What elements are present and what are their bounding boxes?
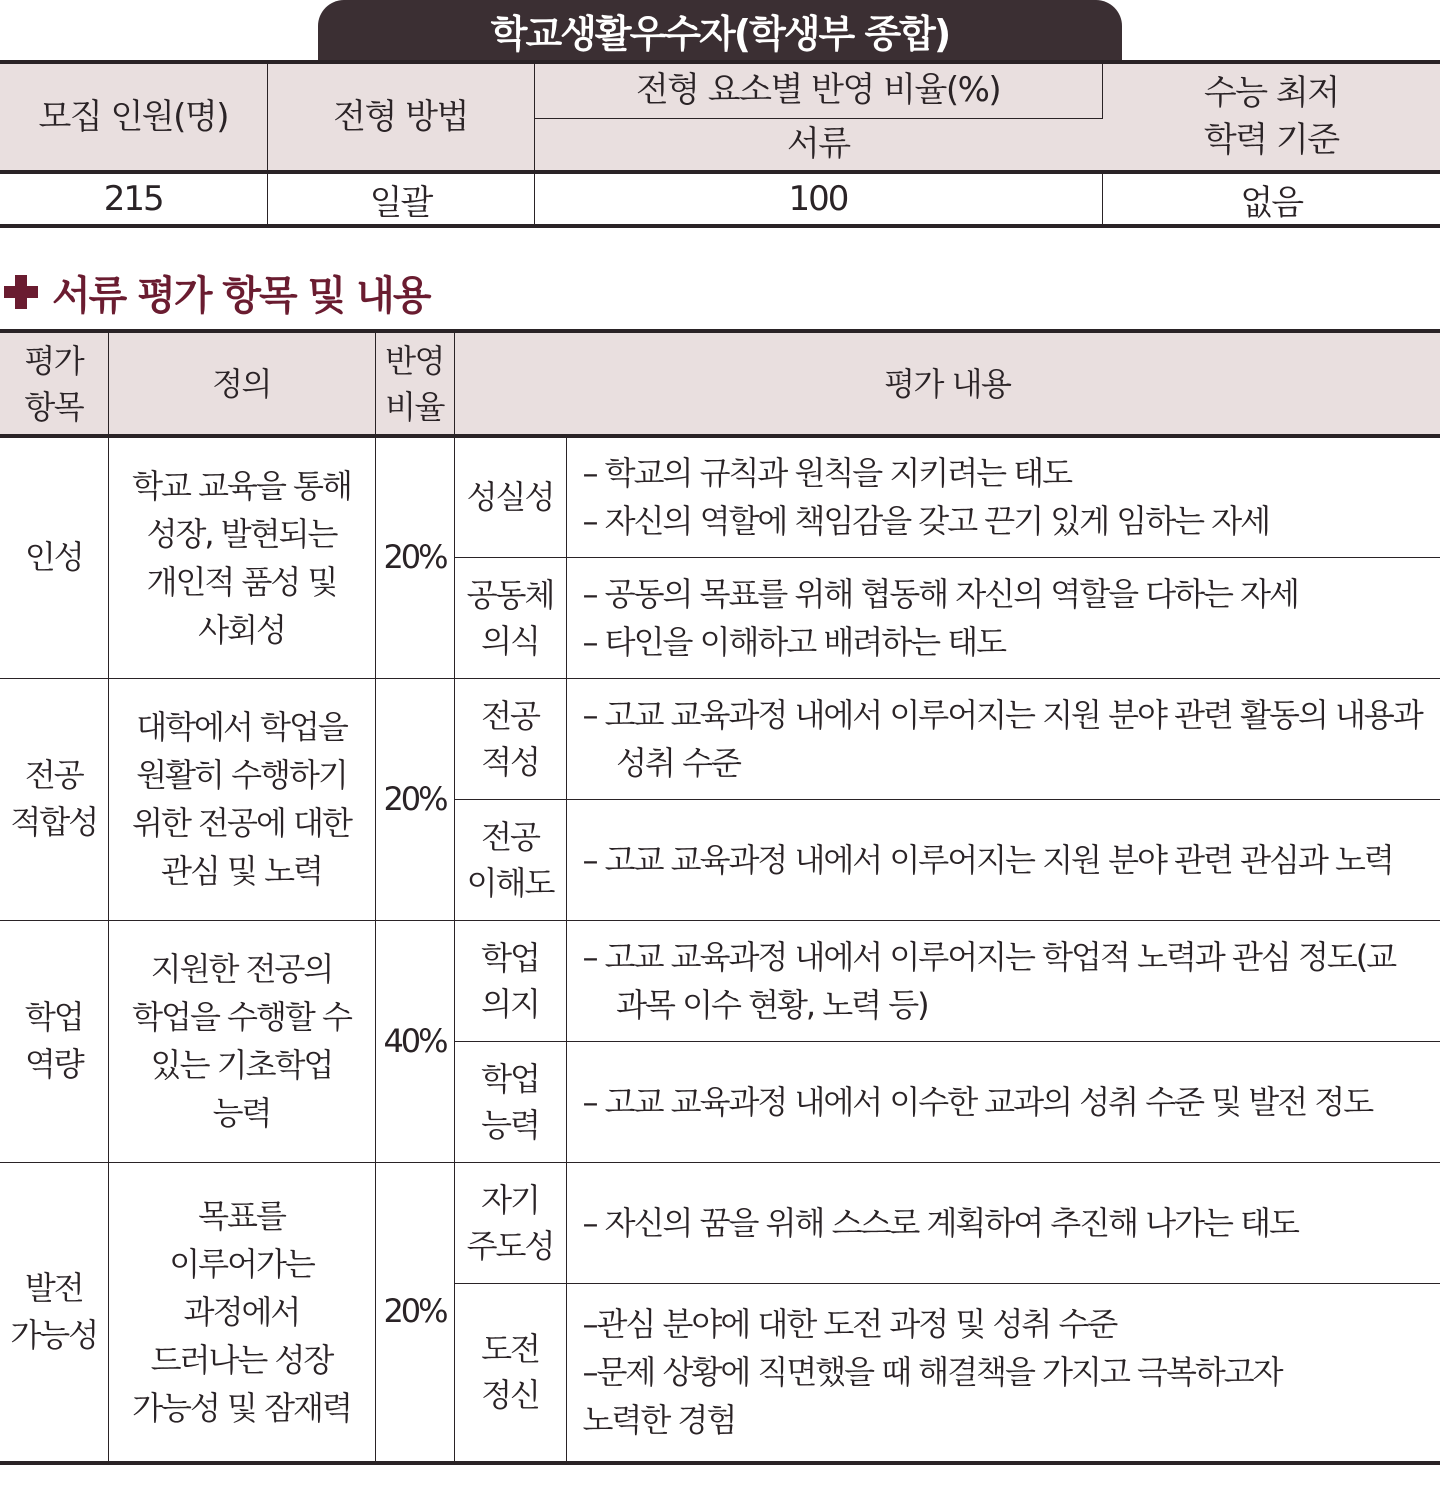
definition-line: 관심 및 노력 xyxy=(161,852,322,890)
sub-item-line: 전공 xyxy=(481,817,539,856)
sub-item-line: 공동체 xyxy=(466,575,554,614)
admission-table xyxy=(0,60,1440,228)
content-line: – 타인을 이해하고 배려하는 태도 xyxy=(582,622,1006,661)
sub-item-line: 성실성 xyxy=(466,478,554,517)
table-title-tab: 학교생활우수자(학생부 종합) xyxy=(318,0,1122,60)
eval-item-line: 전공 xyxy=(24,756,83,794)
evaluation-table xyxy=(0,329,1440,1465)
header-ratio-documents: 서류 xyxy=(534,118,1102,172)
content-line: – 자신의 꿈을 위해 스스로 계획하여 추진해 나가는 태도 xyxy=(582,1203,1298,1242)
sub-item-line: 이해도 xyxy=(466,863,554,902)
eval-row xyxy=(0,678,1440,799)
sub-content xyxy=(566,799,1440,920)
eval-item-line: 역량 xyxy=(24,1045,83,1083)
eval-definition xyxy=(108,1162,375,1463)
eval-item xyxy=(0,1162,108,1463)
cell-csat-minimum: 없음 xyxy=(1240,182,1303,223)
definition-line: 이루어가는 xyxy=(169,1244,314,1283)
definition-line: 가능성 및 잠재력 xyxy=(132,1388,351,1427)
sub-item-line: 도전 xyxy=(481,1330,539,1369)
sub-item-line: 의지 xyxy=(481,984,539,1023)
definition-line: 능력 xyxy=(212,1094,271,1132)
admission-row xyxy=(0,172,1440,226)
eval-item-line: 적합성 xyxy=(10,803,98,841)
content-line: – 학교의 규칙과 원칙을 지키려는 태도 xyxy=(582,454,1072,493)
sub-item-line: 자기 xyxy=(481,1180,539,1219)
definition-line: 지원한 전공의 xyxy=(150,950,333,988)
header-eval-item xyxy=(0,331,108,436)
cell-ratio: 100 xyxy=(534,172,1102,226)
content-line: – 고교 교육과정 내에서 이루어지는 지원 분야 관련 활동의 내용과 성취 수준 xyxy=(582,695,1422,782)
definition-line: 원활히 수행하기 xyxy=(136,756,347,794)
sub-item-line: 학업 xyxy=(481,938,539,977)
eval-weight: 40% xyxy=(375,920,454,1162)
sub-content xyxy=(566,1283,1440,1463)
sub-item xyxy=(454,799,566,920)
sub-item-line: 적성 xyxy=(481,742,539,781)
sub-content xyxy=(566,920,1440,1041)
definition-line: 드러나는 성장 xyxy=(150,1340,333,1379)
section-title: 서류 평가 항목 및 내용 xyxy=(52,272,430,319)
definition-line: 개인적 품성 및 xyxy=(146,562,337,601)
header-weight xyxy=(375,331,454,436)
header-csat-line1: 수능 최저 xyxy=(1203,73,1339,113)
sub-item-line: 학업 xyxy=(481,1059,539,1098)
content-line: – 고교 교육과정 내에서 이수한 교과의 성취 수준 및 발전 정도 xyxy=(582,1082,1373,1121)
eval-row xyxy=(0,436,1440,557)
eval-weight: 20% xyxy=(375,436,454,678)
eval-item xyxy=(0,920,108,1162)
content-line: –관심 분야에 대한 도전 과정 및 성취 수준 xyxy=(582,1305,1117,1344)
definition-line: 사회성 xyxy=(198,610,285,649)
eval-row xyxy=(0,920,1440,1041)
definition-line: 과정에서 xyxy=(183,1292,300,1331)
eval-definition xyxy=(108,920,375,1162)
eval-item-line: 발전 xyxy=(24,1268,83,1307)
content-line: –문제 상황에 직면했을 때 해결책을 가지고 극복하고자 xyxy=(582,1353,1282,1392)
eval-item-line: 학업 xyxy=(24,998,83,1036)
eval-item xyxy=(0,678,108,920)
sub-item xyxy=(454,1283,566,1463)
content-line: – 자신의 역할에 책임감을 갖고 끈기 있게 임하는 자세 xyxy=(582,502,1270,541)
eval-definition xyxy=(108,678,375,920)
sub-item-line: 의식 xyxy=(481,621,539,660)
sub-item-line: 전공 xyxy=(481,696,539,735)
eval-item-line: 가능성 xyxy=(10,1315,98,1354)
header-method: 전형 방법 xyxy=(267,62,534,172)
header-definition: 정의 xyxy=(108,331,375,436)
sub-item-line: 능력 xyxy=(481,1105,539,1144)
content-line: 노력한 경험 xyxy=(582,1401,736,1440)
sub-content xyxy=(566,1041,1440,1162)
content-line: – 고교 교육과정 내에서 이루어지는 학업적 노력과 관심 정도(교과목 이수 현황, 노력 등) xyxy=(582,937,1396,1024)
sub-item xyxy=(454,1162,566,1283)
header-eval-item-line1: 평가 xyxy=(24,341,84,380)
sub-item xyxy=(454,1041,566,1162)
sub-content xyxy=(566,436,1440,557)
header-ratio-group: 전형 요소별 반영 비율(%) xyxy=(534,62,1102,118)
definition-line: 위한 전공에 대한 xyxy=(132,804,351,842)
sub-item-line: 정신 xyxy=(481,1376,539,1415)
eval-item xyxy=(0,436,108,678)
sub-item-line: 주도성 xyxy=(466,1226,554,1265)
cell-recruit: 215 xyxy=(0,172,267,226)
eval-weight: 20% xyxy=(375,1162,454,1463)
content-line: – 공동의 목표를 위해 협동해 자신의 역할을 다하는 자세 xyxy=(582,574,1298,613)
definition-line: 성장, 발현되는 xyxy=(146,514,337,553)
sub-item xyxy=(454,678,566,799)
definition-line: 대학에서 학업을 xyxy=(136,708,347,746)
definition-line: 목표를 xyxy=(198,1196,285,1235)
definition-line: 학교 교육을 통해 xyxy=(132,466,351,505)
header-csat-minimum xyxy=(1102,62,1440,172)
eval-row xyxy=(0,1162,1440,1283)
cell-method: 일괄 xyxy=(267,172,534,226)
header-weight-line1: 반영 xyxy=(385,341,444,380)
eval-weight: 20% xyxy=(375,678,454,920)
definition-line: 있는 기초학업 xyxy=(150,1046,333,1084)
plus-icon xyxy=(2,273,40,311)
sub-item xyxy=(454,436,566,557)
sub-content xyxy=(566,678,1440,799)
header-weight-line2: 비율 xyxy=(385,387,444,426)
eval-definition xyxy=(108,436,375,678)
content-line: – 고교 교육과정 내에서 이루어지는 지원 분야 관련 관심과 노력 xyxy=(582,840,1393,879)
header-csat-line2: 학력 기준 xyxy=(1203,120,1339,160)
section-heading xyxy=(2,262,429,322)
definition-line: 학업을 수행할 수 xyxy=(132,998,351,1036)
header-eval-item-line2: 항목 xyxy=(24,387,84,426)
eval-item-line: 인성 xyxy=(24,538,83,577)
sub-content xyxy=(566,557,1440,678)
sub-content xyxy=(566,1162,1440,1283)
sub-item xyxy=(454,557,566,678)
header-recruit: 모집 인원(명) xyxy=(0,62,267,172)
sub-item xyxy=(454,920,566,1041)
header-eval-content: 평가 내용 xyxy=(454,331,1440,436)
